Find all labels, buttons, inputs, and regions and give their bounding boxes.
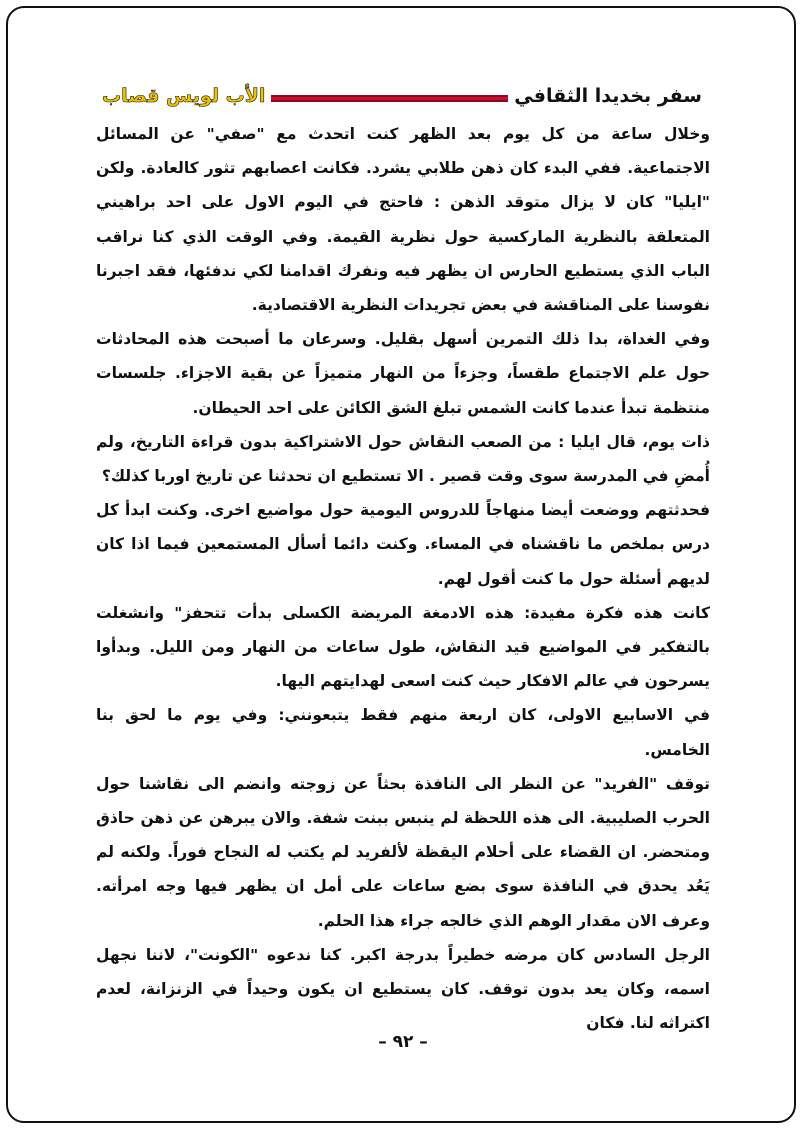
paragraph: وخلال ساعة من كل يوم بعد الظهر كنت اتحدث مع "صفي" عن المسائل الاجتماعية. ففي البدء كان ذهن طلابي يشرد. فكانت اعصابهم تثور كالعادة. ولكن "ايليا" كان لا يزال متوقد الذهن : فاحتج في اليوم الاول على احد براهيني المتعلقة بالنظرية الماركسية حول نظرية القيمة. وفي الوقت الذي كنا نراقب الباب الذي يستطيع الحارس ان يظهر فيه ونفرك اقدامنا لكي ندفئها، فقد اجبرنا نفوسنا على المناقشة في بعض تجريدات النظرية الاقتصادية. xyxy=(96,125,710,315)
paragraph: في الاسابيع الاولى، كان اربعة منهم فقط يتبعونني: وفي يوم ما لحق بنا الخامس. xyxy=(96,706,710,759)
paragraph: فحدثتهم ووضعت أيضا منهاجاً للدروس اليومية حول مواضيع اخرى. وكنت ابدأ كل درس بملخص ما ناقشناه في المساء. وكنت دائما أسأل المستمعين فيما اذا كان لديهم أسئلة حول ما كنت أقول لهم. xyxy=(96,501,710,588)
page-header xyxy=(96,82,708,110)
paragraph: الرجل السادس كان مرضه خطيراً بدرجة اكبر. كنا ندعوه "الكونت"، لاننا نجهل اسمه، وكان يعد بدون توقف. كان يستطيع ان يكون وحيداً في الزنزانة، لعدم اكتراثه لنا. فكان xyxy=(96,945,710,1033)
book-title: سفر بخديدا الثقافي xyxy=(508,82,708,110)
paragraph: كانت هذه فكرة مفيدة: هذه الادمغة المريضة الكسلى بدأت تتحفز" وانشغلت بالتفكير في المواضيع قيد النقاش، طول ساعات من النهار ومن الليل. وبدأوا يسرحون في عالم الافكار حيث كنت اسعى لهدايتهم اليها. xyxy=(96,603,710,691)
paragraph: وفي الغداة، بدا ذلك التمرين أسهل بقليل. وسرعان ما أصبحت هذه المحادثات حول علم الاجتماع طقساً، وجزءاً من النهار متميزاً عن بقية الاجزاء. جلسسات منتظمة تبدأ عندما كانت الشمس تبلغ الشق الكائن على احد الحيطان. xyxy=(96,330,710,417)
page-number: – ٩٢ – xyxy=(378,1032,428,1052)
paragraph: توقف "الفريد" عن النظر الى النافذة بحثاً عن زوجته وانضم الى نقاشنا حول الحرب الصليبية. الى هذه اللحظة لم ينبس ببنت شفة. والان يبرهن عن ذهن حاذق ومتحضر. ان القضاء على أحلام اليقظة لألفريد لم يكتب له النجاح فوراً. ولكنه لم يَعُد يحدق في النافذة سوى بضع ساعات على أمل ان يظهر فيها وجه امرأته. وعرف الان مقدار الوهم الذي خالجه جراء هذا الحلم. xyxy=(96,774,710,930)
author-name: الأب لويس قصاب xyxy=(96,82,271,110)
body-text xyxy=(96,117,710,1040)
paragraph: ذات يوم، قال ايليا : من الصعب النقاش حول الاشتراكية بدون قراءة التاريخ، ولم أُمضِ في المدرسة سوى وقت قصير . الا تستطيع ان تحدثنا عن تاريخ اوربا كذلك؟ xyxy=(96,432,710,486)
